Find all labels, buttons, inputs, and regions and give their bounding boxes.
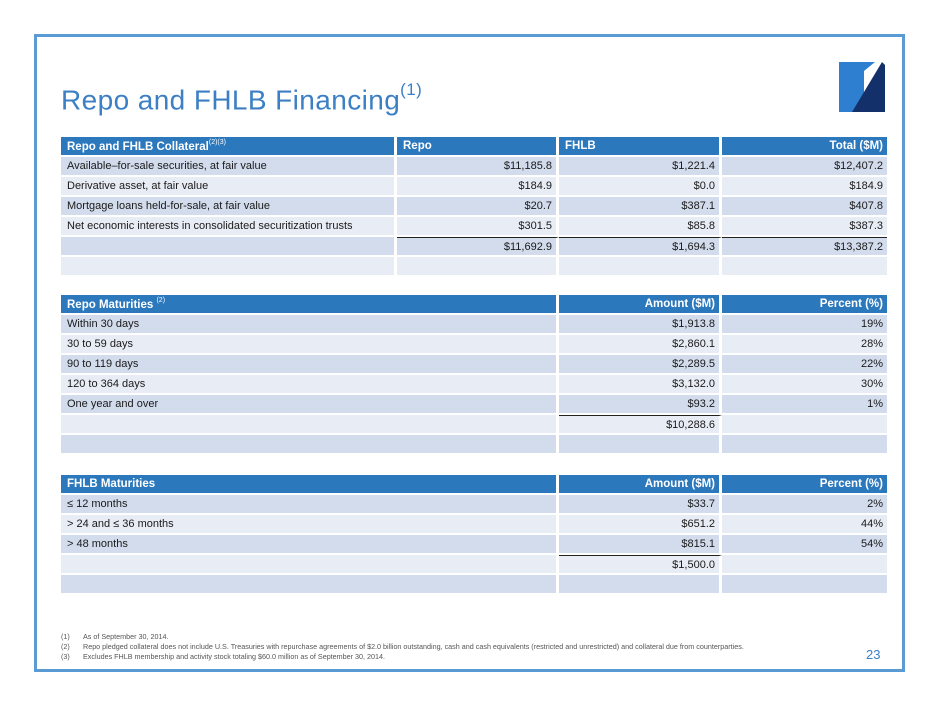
footnote bbox=[61, 642, 841, 652]
row-label: 120 to 364 days bbox=[61, 375, 559, 395]
spacer-cell bbox=[397, 257, 559, 277]
total-value: $184.9 bbox=[722, 177, 887, 197]
table-row bbox=[61, 335, 887, 355]
spacer-cell bbox=[559, 575, 722, 595]
percent-value: 54% bbox=[722, 535, 887, 555]
totals-label-cell bbox=[61, 415, 559, 435]
totals-percent-cell bbox=[722, 415, 887, 435]
fhlb-maturities-table bbox=[61, 475, 887, 595]
totals-row bbox=[61, 555, 887, 575]
fhlb-total: $1,694.3 bbox=[559, 237, 722, 257]
row-label: One year and over bbox=[61, 395, 559, 415]
footnote-number: (2) bbox=[61, 642, 70, 651]
percent-value: 44% bbox=[722, 515, 887, 535]
page-title bbox=[61, 80, 423, 116]
footnote-number: (3) bbox=[61, 652, 70, 661]
footnote bbox=[61, 652, 841, 662]
spacer-cell bbox=[722, 435, 887, 455]
footnote-number: (1) bbox=[61, 632, 70, 641]
collateral-header-text: Repo and FHLB Collateral bbox=[67, 140, 209, 153]
percent-value: 30% bbox=[722, 375, 887, 395]
table-row bbox=[61, 515, 887, 535]
repo-maturities-header-row bbox=[61, 295, 887, 315]
table-row bbox=[61, 395, 887, 415]
footnote bbox=[61, 632, 841, 642]
row-label: 30 to 59 days bbox=[61, 335, 559, 355]
totals-percent-cell bbox=[722, 555, 887, 575]
footnote-text: Repo pledged collateral does not include U.S. Treasuries with repurchase agreements of $2.0 billion outstanding, cash and cash equivalents (restricted and unrestricted) and collateral due from counterparties. bbox=[83, 642, 744, 651]
total-value: $407.8 bbox=[722, 197, 887, 217]
total-value: $387.3 bbox=[722, 217, 887, 237]
fhlb-maturities-header-label: FHLB Maturities bbox=[61, 475, 559, 495]
fhlb-value: $0.0 bbox=[559, 177, 722, 197]
footnote-text: Excludes FHLB membership and activity stock totaling $60.0 million as of September 30, 2014. bbox=[83, 652, 386, 661]
amount-value: $33.7 bbox=[559, 495, 722, 515]
table-row bbox=[61, 197, 887, 217]
totals-row bbox=[61, 415, 887, 435]
amount-value: $2,289.5 bbox=[559, 355, 722, 375]
amount-value: $1,913.8 bbox=[559, 315, 722, 335]
fhlb-maturities-header-amount: Amount ($M) bbox=[559, 475, 722, 495]
repo-value: $301.5 bbox=[397, 217, 559, 237]
totals-label-cell bbox=[61, 555, 559, 575]
repo-maturities-header-label bbox=[61, 295, 559, 315]
table-row bbox=[61, 375, 887, 395]
collateral-header-total: Total ($M) bbox=[722, 137, 887, 157]
spacer-cell bbox=[559, 435, 722, 455]
page-title-text: Repo and FHLB Financing bbox=[61, 84, 401, 116]
collateral-header-row bbox=[61, 137, 887, 157]
page-title-footnote: (1) bbox=[400, 80, 423, 99]
page-number: 23 bbox=[866, 647, 881, 662]
fhlb-value: $1,221.4 bbox=[559, 157, 722, 177]
footnotes bbox=[61, 632, 841, 662]
row-label: ≤ 12 months bbox=[61, 495, 559, 515]
percent-value: 22% bbox=[722, 355, 887, 375]
row-label: Derivative asset, at fair value bbox=[61, 177, 397, 197]
table-row bbox=[61, 157, 887, 177]
spacer-cell bbox=[559, 257, 722, 277]
table-row bbox=[61, 315, 887, 335]
spacer-cell bbox=[61, 575, 559, 595]
repo-maturities-header-sup: (2) bbox=[156, 296, 166, 304]
spacer-row bbox=[61, 575, 887, 595]
company-logo bbox=[838, 59, 886, 114]
fhlb-maturities-header-percent: Percent (%) bbox=[722, 475, 887, 495]
percent-value: 28% bbox=[722, 335, 887, 355]
grand-total: $13,387.2 bbox=[722, 237, 887, 257]
collateral-header-fhlb: FHLB bbox=[559, 137, 722, 157]
percent-value: 19% bbox=[722, 315, 887, 335]
repo-maturities-total: $10,288.6 bbox=[559, 415, 722, 435]
table-row bbox=[61, 495, 887, 515]
spacer-cell bbox=[61, 257, 397, 277]
repo-value: $20.7 bbox=[397, 197, 559, 217]
collateral-header-repo: Repo bbox=[397, 137, 559, 157]
amount-value: $93.2 bbox=[559, 395, 722, 415]
spacer-row bbox=[61, 257, 887, 277]
spacer-row bbox=[61, 435, 887, 455]
row-label: Mortgage loans held-for-sale, at fair value bbox=[61, 197, 397, 217]
row-label: Available–for-sale securities, at fair value bbox=[61, 157, 397, 177]
amount-value: $651.2 bbox=[559, 515, 722, 535]
spacer-cell bbox=[61, 435, 559, 455]
totals-row bbox=[61, 237, 887, 257]
table-row bbox=[61, 177, 887, 197]
row-label: Within 30 days bbox=[61, 315, 559, 335]
repo-maturities-header-amount: Amount ($M) bbox=[559, 295, 722, 315]
collateral-header-sup: (2)(3) bbox=[208, 138, 226, 146]
repo-maturities-table bbox=[61, 295, 887, 455]
row-label: 90 to 119 days bbox=[61, 355, 559, 375]
repo-maturities-header-text: Repo Maturities bbox=[67, 298, 154, 311]
percent-value: 1% bbox=[722, 395, 887, 415]
repo-value: $11,185.8 bbox=[397, 157, 559, 177]
amount-value: $2,860.1 bbox=[559, 335, 722, 355]
fhlb-value: $387.1 bbox=[559, 197, 722, 217]
total-value: $12,407.2 bbox=[722, 157, 887, 177]
percent-value: 2% bbox=[722, 495, 887, 515]
row-label: > 48 months bbox=[61, 535, 559, 555]
table-row bbox=[61, 217, 887, 237]
fhlb-maturities-header-row bbox=[61, 475, 887, 495]
spacer-cell bbox=[722, 575, 887, 595]
repo-maturities-header-percent: Percent (%) bbox=[722, 295, 887, 315]
fhlb-maturities-total: $1,500.0 bbox=[559, 555, 722, 575]
collateral-table bbox=[61, 137, 887, 277]
repo-total: $11,692.9 bbox=[397, 237, 559, 257]
spacer-cell bbox=[722, 257, 887, 277]
table-row bbox=[61, 355, 887, 375]
repo-value: $184.9 bbox=[397, 177, 559, 197]
row-label: Net economic interests in consolidated securitization trusts bbox=[61, 217, 397, 237]
amount-value: $3,132.0 bbox=[559, 375, 722, 395]
footnote-text: As of September 30, 2014. bbox=[83, 632, 169, 641]
row-label: > 24 and ≤ 36 months bbox=[61, 515, 559, 535]
collateral-header-label bbox=[61, 137, 397, 157]
table-row bbox=[61, 535, 887, 555]
amount-value: $815.1 bbox=[559, 535, 722, 555]
totals-label-cell bbox=[61, 237, 397, 257]
fhlb-value: $85.8 bbox=[559, 217, 722, 237]
